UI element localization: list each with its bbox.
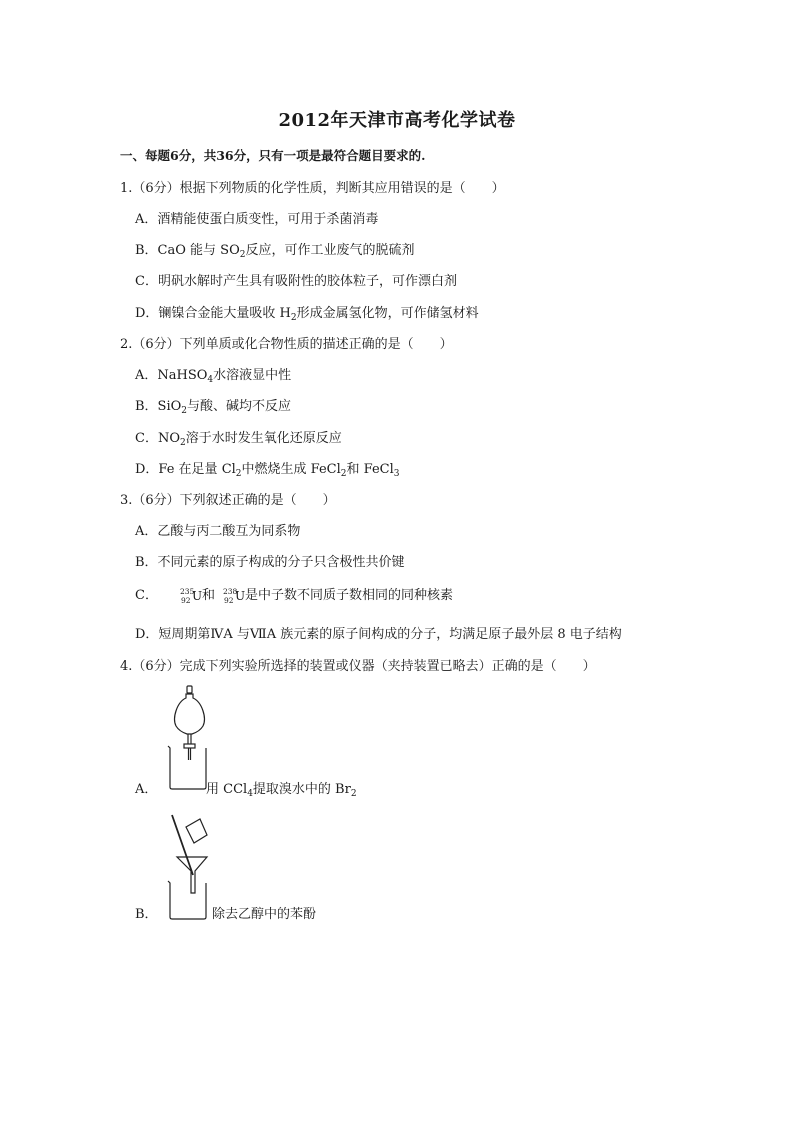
question-2-option-c: C．$NO_2$溶于水时发生氧化还原反应 bbox=[135, 431, 342, 448]
glass-rod bbox=[172, 815, 193, 875]
question-1-option-b: B．CaO 能与 $SO_2$反应，可作工业废气的脱硫剂 bbox=[135, 243, 415, 260]
question-3-option-a: A．乙酸与丙二酸互为同系物 bbox=[135, 524, 301, 539]
page-title: 2012年天津市高考化学试卷 bbox=[278, 110, 516, 131]
question-3-option-c: C． 235 92 U 和 238 92 U 是中子数不同质子数相同的同种核素 bbox=[135, 586, 453, 605]
question-3-option-b: B．不同元素的原子构成的分子只含极性共价键 bbox=[135, 555, 405, 570]
uranium-238-notation: 238 92 U bbox=[222, 586, 246, 605]
question-4-option-b-label: B． bbox=[135, 907, 158, 922]
question-1-option-d: D．镧镍合金能大量吸收 $H_2$形成金属氢化物，可作储氢材料 bbox=[135, 306, 479, 323]
question-3-stem: 3.（6分）下列叙述正确的是（ ） bbox=[120, 493, 336, 508]
question-4-option-a-caption: 用 CCl$_4$提取溴水中的 $Br_2$ bbox=[206, 782, 357, 799]
question-4-stem: 4.（6分）完成下列实验所选择的装置或仪器（夹持装置已略去）正确的是（ ） bbox=[120, 659, 596, 674]
pouring-beaker bbox=[186, 819, 207, 843]
question-2-option-a: A．NaHSO$_4$水溶液显中性 bbox=[135, 368, 292, 385]
filter-funnel bbox=[177, 857, 207, 893]
question-3-option-d: D．短周期第ⅣA 与ⅦA 族元素的原子间构成的分子，均满足原子最外层 8 电子结构 bbox=[135, 627, 622, 642]
uranium-235-notation: 235 92 U bbox=[179, 586, 203, 605]
question-1-option-a: A．酒精能使蛋白质变性，可用于杀菌消毒 bbox=[135, 212, 379, 227]
receiving-beaker bbox=[168, 881, 206, 919]
question-1-stem: 1.（6分）根据下列物质的化学性质，判断其应用错误的是（ ） bbox=[120, 181, 505, 196]
funnel-bulb bbox=[175, 694, 205, 734]
funnel-stopcock bbox=[184, 744, 195, 748]
question-4-option-b-caption: 除去乙醇中的苯酚 bbox=[212, 907, 317, 922]
question-4-option-a-label: A． bbox=[135, 782, 158, 797]
question-1-option-c: C．明矾水解时产生具有吸附性的胶体粒子，可作漂白剂 bbox=[135, 274, 457, 289]
beaker bbox=[168, 746, 206, 789]
question-2-option-d: D．Fe 在足量 $Cl_2$中燃烧生成 FeCl$_2$和 FeCl$_3$ bbox=[135, 462, 400, 479]
question-2-stem: 2.（6分）下列单质或化合物性质的描述正确的是（ ） bbox=[120, 337, 453, 352]
funnel-stopper bbox=[187, 686, 192, 693]
filtration-apparatus-figure bbox=[160, 813, 220, 923]
section-heading: 一、每题6分，共36分，只有一项是最符合题目要求的. bbox=[120, 148, 426, 163]
question-2-option-b: B．SiO$_2$与酸、碱均不反应 bbox=[135, 399, 292, 416]
